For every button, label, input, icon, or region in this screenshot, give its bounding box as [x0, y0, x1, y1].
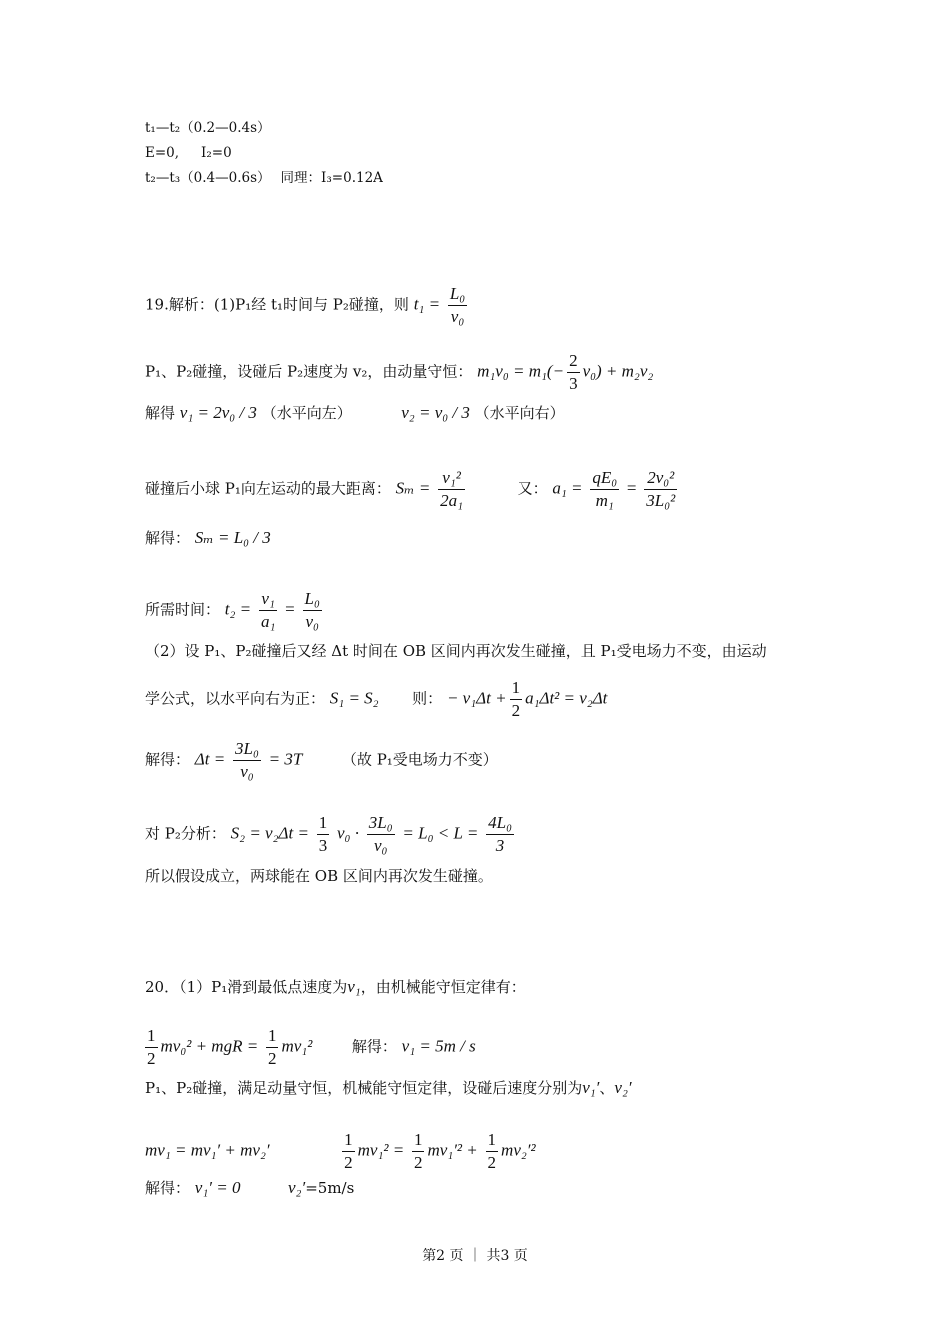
q19-conclusion: 所以假设成立，两球能在 OB 区间内再次发生碰撞。	[145, 867, 493, 885]
q19-sm-result: 解得： Sₘ = L₀ / 3	[145, 528, 271, 547]
q19-time: 所需时间： t₂ = $\frac{\text{v₁}}{\text{a₁}}$ = $\frac{\text{L₀}}{\text{v₀}}$	[145, 589, 320, 631]
q20-energy: $\frac{1}{2}$ mv₀² + mgR = $\frac{1}{2}$ mv₁² 解得： v₁ = 5m / s	[147, 1026, 476, 1068]
q19-max-distance: 碰撞后小球 P₁向左运动的最大距离： Sₘ = $\frac{\text{v₁²}}{\text{2a₁}}$ 又： a₁ = $\frac{\text{qE₀}}{\text{m₁}}$ = $\frac{\text{2v₀²}}{\text{3L₀²}}$	[145, 468, 676, 510]
top-line-2: E=0, I₂=0	[145, 145, 232, 161]
q19-velocities: 解得 v₁ = 2v₀ / 3 （水平向左） v₂ = v₀ / 3 （水平向右）	[145, 403, 565, 422]
q19-intro: 19.解析：(1)P₁经 t₁时间与 P₂碰撞，则 t₁ = $\frac{\text{L₀}}{\text{v₀}}$	[145, 284, 466, 326]
q20-collision: P₁、P₂碰撞，满足动量守恒，机械能守恒定律，设碰后速度分别为v₁′、v₂′	[145, 1078, 632, 1097]
q19-p2-analysis: 对 P₂分析： S₂ = v₂Δt = $\frac{1}{3}$ v₀ · $\frac{\text{3L₀}}{\text{v₀}}$ = L₀ < L = $\frac{\text{4L₀}}{3}$	[145, 813, 512, 855]
q19-part2-line2: 学公式，以水平向右为正： S₁ = S₂ 则： − v₁Δt + $\frac{1}{2}$ a₁Δt² = v₂Δt	[145, 678, 608, 720]
q19-momentum: P₁、P₂碰撞，设碰后 P₂速度为 v₂，由动量守恒： m₁v₀ = m₁(− $\frac{2}{3}$ v₀) + m₂v₂	[145, 351, 654, 393]
q19-dt: 解得： Δt = $\frac{\text{3L₀}}{\text{v₀}}$ = 3T （故 P₁受电场力不变）	[145, 739, 498, 781]
top-line-1: t₁—t₂（0.2—0.4s）	[145, 120, 271, 136]
q19-part2-line1: （2）设 P₁、P₂碰撞后又经 Δt 时间在 OB 区间内再次发生碰撞，且 P₁受电场力不变，由运动	[145, 642, 767, 660]
q20-conservation: mv₁ = mv₁′ + mv₂′ $\frac{1}{2}$ mv₁² = $\frac{1}{2}$ mv₁′² + $\frac{1}{2}$ mv₂′²	[145, 1130, 536, 1172]
page-footer: 第2 页 ｜ 共3 页	[422, 1248, 528, 1264]
q20-result: 解得： v₁′ = 0 v₂′=5m/s	[145, 1178, 355, 1197]
q20-intro: 20．（1）P₁滑到最低点速度为v₁，由机械能守恒定律有：	[145, 977, 526, 996]
top-line-3: t₂—t₃（0.4—0.6s） 同理：I₃=0.12A	[145, 170, 383, 186]
